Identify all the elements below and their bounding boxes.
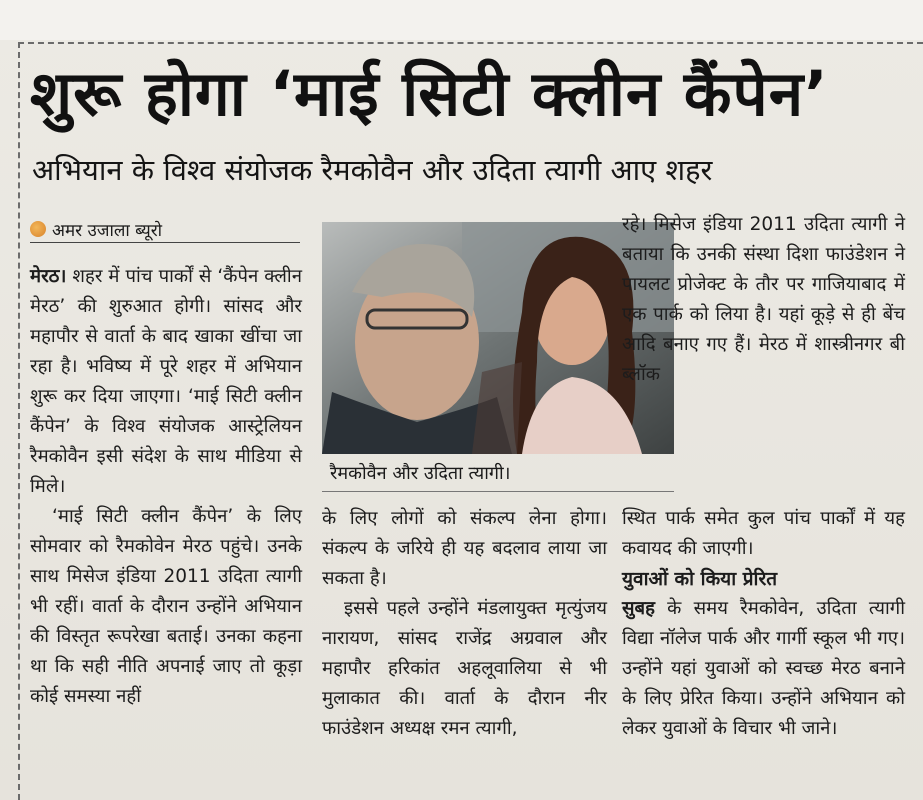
section-subheading: युवाओं को किया प्रेरित xyxy=(622,568,778,590)
byline xyxy=(30,216,300,243)
paragraph: ‘माई सिटी क्लीन कैंपेन’ के लिए सोमवार को रैमकोवेन मेरठ पहुंचे। उनके साथ मिसेज इंडिया 2011 उदिता त्यागी भी रहीं। वार्ता के दौरान उन्होंने अभियान की विस्तृत रूपरेखा बताई। उनका कहना था कि सही नीति अपनाई जाए तो कूड़ा कोई समस्या नहीं xyxy=(30,506,302,707)
byline-text: अमर उजाला ब्यूरो xyxy=(52,220,163,241)
column-3-top xyxy=(622,210,905,390)
paragraph xyxy=(30,262,302,502)
paragraph xyxy=(622,594,905,744)
cut-line-left xyxy=(18,42,20,800)
paragraph: रहे। मिसेज इंडिया 2011 उदिता त्यागी ने बताया कि उनकी संस्था दिशा फाउंडेशन ने पायलट प्रोजेक्ट के तौर पर गाजियाबाद में एक पार्क को लिया है। यहां कूड़े से ही बेंच आदि बनाए गए हैं। मेरठ में शास्त्रीनगर बी ब्लॉक xyxy=(622,214,905,385)
column-1 xyxy=(30,262,302,712)
page-margin xyxy=(0,0,923,40)
column-2 xyxy=(322,504,607,744)
photo-caption: रैमकोवैन और उदिता त्यागी। xyxy=(322,456,674,492)
paragraph: स्थित पार्क समेत कुल पांच पार्कों में यह कवायद की जाएगी। xyxy=(622,508,905,559)
headline: शुरू होगा ‘माई सिटी क्लीन कैंपेन’ xyxy=(30,57,829,130)
dateline: मेरठ। xyxy=(30,266,67,287)
column-3-bottom xyxy=(622,504,905,744)
paragraph-text: शहर में पांच पार्कों से ‘कैंपेन क्लीन मेरठ’ की शुरुआत होगी। सांसद और महापौर से वार्ता के बाद खाका खींचा जा रहा है। भविष्य में पूरे शहर में अभियान शुरू कर दिया जाएगा। ‘माई सिटी क्लीन कैंपेन’ के विश्व संयोजक आस्ट्रेलियन रैमकोवैन इसी संदेश के साथ मीडिया से मिले। xyxy=(30,266,302,497)
paragraph-lead: सुबह xyxy=(622,598,655,619)
cut-line-top xyxy=(18,42,923,44)
subheadline: अभियान के विश्व संयोजक रैमकोवैन और उदिता त्यागी आए शहर xyxy=(32,153,713,187)
paragraph: इससे पहले उन्होंने मंडलायुक्त मृत्युंजय नारायण, सांसद राजेंद्र अग्रवाल और महापौर हरिकांत अहलूवालिया से भी मुलाकात की। वार्ता के दौरान नीर फाउंडेशन अध्यक्ष रमन त्यागी, xyxy=(322,598,607,739)
paragraph-text: के समय रैमकोवेन, उदिता त्यागी विद्या नॉलेज पार्क और गार्गी स्कूल भी गए। उन्होंने यहां युवाओं को स्वच्छ मेरठ बनाने के लिए प्रेरित किया। उन्होंने अभियान को लेकर युवाओं के विचार भी जाने। xyxy=(622,598,905,739)
bullet-icon xyxy=(30,221,46,237)
paragraph: के लिए लोगों को संकल्प लेना होगा। संकल्प के जरिये ही यह बदलाव लाया जा सकता है। xyxy=(322,508,607,589)
